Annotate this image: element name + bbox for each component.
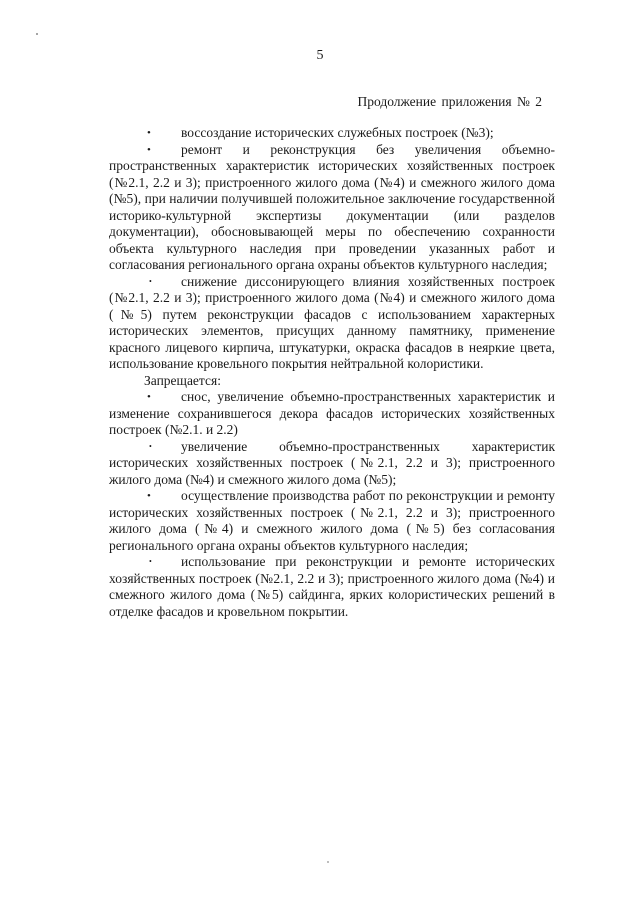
list-item-text: воссоздание исторических служебных построек (№3); [181, 125, 494, 140]
bullet-icon: • [149, 441, 152, 451]
list-item [109, 125, 555, 142]
list-item-text: снос, увеличение объемно-пространственных характеристик и изменение сохранившегося декора фасадов исторических хозяйственных построек (№2.1. и 2.2) [109, 389, 555, 437]
list-item-text: осуществление производства работ по реконструкции и ремонту исторических хозяйственных построек (№2.1, 2.2 и 3); пристроенного жилого дома (№4) и смежного жилого дома (№5) без согласования регионального органа охраны объектов культурного наследия; [109, 488, 555, 553]
list-item-text: ремонт и реконструкция без увеличения объемно-пространственных характеристик исторических хозяйственных построек (№2.1, 2.2 и 3); пристроенного жилого дома (№4) и смежного жилого дома (№5), при наличии получившей положительное заключение государственной историко-культурной экспертизы документации (или разделов документации), обосновывающей меры по обеспечению сохранности объекта культурного наследия при проведении указанных работ и согласования регионального органа охраны объектов культурного наследия; [109, 141, 555, 272]
bullet-icon: • [149, 276, 152, 286]
forbidden-label: Запрещается: [144, 372, 221, 388]
list-item [109, 142, 555, 274]
bullet-icon: • [147, 490, 151, 502]
scan-speck [36, 33, 38, 35]
page-number: 5 [316, 48, 324, 63]
bullet-icon: • [149, 557, 152, 566]
bullet-icon: • [147, 391, 151, 403]
document-body [109, 125, 555, 620]
list-item [109, 389, 555, 439]
list-item-text: увеличение объемно-пространственных характеристик исторических хозяйственных построек (№2.1, 2.2 и 3); пристроенного жилого дома (№4) и смежного жилого дома (№5); [109, 438, 555, 487]
list-item-text: снижение диссонирующего влияния хозяйственных построек (№2.1, 2.2 и 3); пристроенного жилого дома (№4) и смежного жилого дома (№5) путем реконструкции фасадов с использованием характерных исторических элементов, присущих данному памятнику, применение красного лицевого кирпича, штукатурки, окраска фасадов в неяркие цвета, использование кровельного покрытия нейтральной колористики. [109, 273, 555, 371]
list-item [109, 488, 555, 554]
list-item-text: использование при реконструкции и ремонте исторических хозяйственных построек (№2.1, 2.2 и 3); пристроенного жилого дома (№4) и смежного жилого дома (№5) сайдинга, ярких колористических решений в отделке фасадов и кровельном покрытии. [109, 554, 555, 619]
list-item [109, 554, 555, 620]
scan-speck [327, 861, 329, 863]
bullet-icon: • [147, 127, 151, 139]
appendix-header: Продолжение приложения № 2 [357, 94, 542, 109]
list-item [109, 439, 555, 489]
bullet-icon: • [147, 143, 151, 156]
list-item [109, 274, 555, 373]
